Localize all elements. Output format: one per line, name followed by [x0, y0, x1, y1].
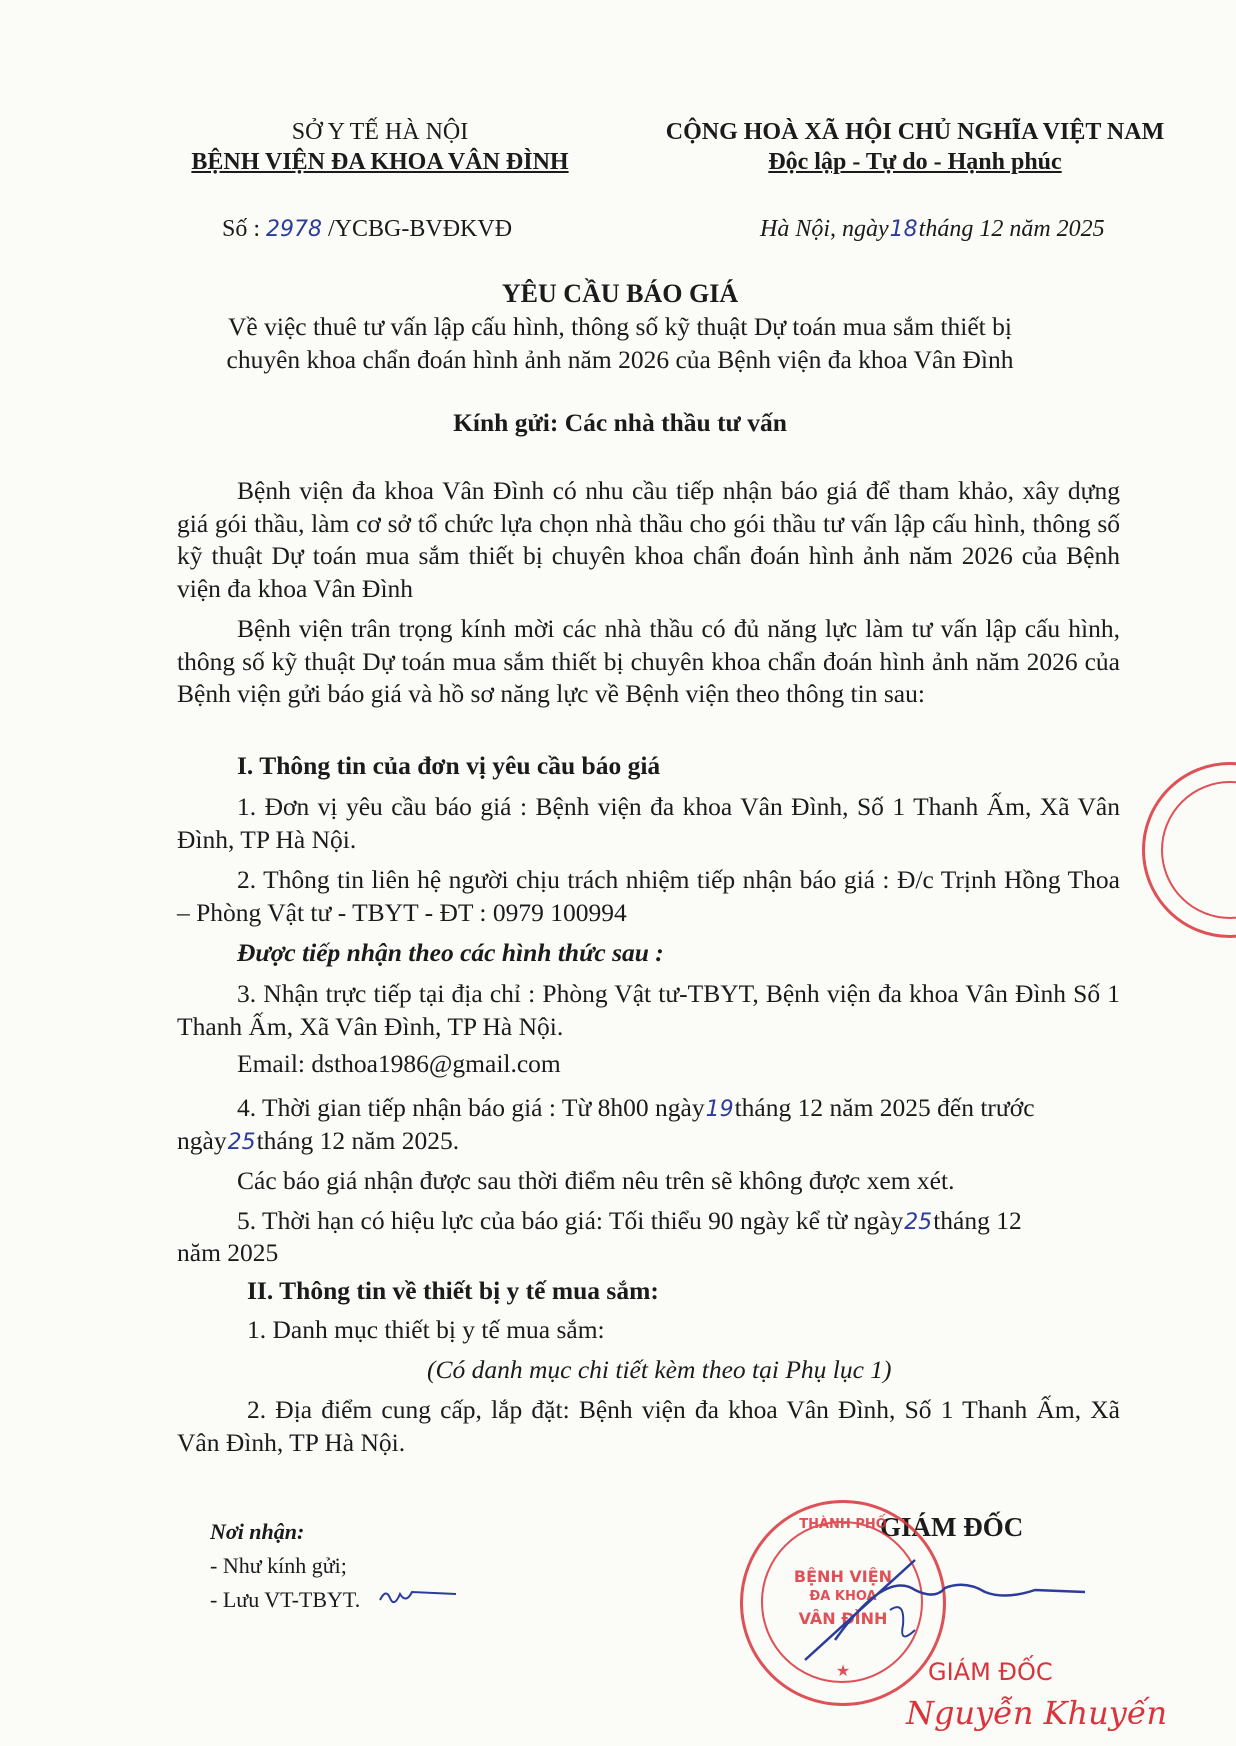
- header-left: [150, 117, 610, 177]
- handwritten-number: 2978: [266, 217, 323, 242]
- recipients-title: Nơi nhận:: [210, 1519, 305, 1544]
- recipient-1: - Như kính gửi;: [210, 1553, 347, 1578]
- handwritten-day: 18: [889, 217, 918, 242]
- doc-subject-2: chuyên khoa chẩn đoán hình ảnh năm 2026 của Bệnh viện đa khoa Vân Đình: [226, 344, 1014, 374]
- item-5-line1: 5. Thời hạn có hiệu lực của báo giá: Tối thiểu 90 ngày kể từ ngày25tháng 12: [237, 1205, 1120, 1240]
- doc-subject-1: Về việc thuê tư vấn lập cấu hình, thông số kỹ thuật Dự toán mua sắm thiết bị: [228, 312, 1012, 341]
- ministry-name: SỞ Y TẾ HÀ NỘI: [291, 119, 469, 145]
- greeting: Kính gửi: Các nhà thầu tư vấn: [453, 408, 787, 437]
- section-2-item-1: 1. Danh mục thiết bị y tế mua sắm:: [247, 1315, 605, 1344]
- handwritten-start-day: 19: [705, 1097, 734, 1122]
- official-stamp: THÀNH PHỐ BỆNH VIỆN ĐA KHOA VÂN ĐÌNH ★: [740, 1500, 946, 1706]
- item-5-line2: năm 2025: [177, 1238, 279, 1267]
- email-line: Email: dsthoa1986@gmail.com: [237, 1049, 561, 1078]
- stamp-star-icon: ★: [835, 1661, 851, 1680]
- item-2: 2. Thông tin liên hệ người chịu trách nhiệm tiếp nhận báo giá : Đ/c Trịnh Hồng Thoa – Phòng Vật tư - TBYT - ĐT : 0979 100994: [177, 865, 1120, 927]
- late-notice: Các báo giá nhận được sau thời điểm nêu trên sẽ không được xem xét.: [237, 1166, 955, 1195]
- signer-title-stamp: GIÁM ĐỐC: [928, 1658, 1053, 1686]
- signer-title: GIÁM ĐỐC: [880, 1512, 1024, 1542]
- doc-title: YÊU CẦU BÁO GIÁ: [501, 279, 739, 308]
- page-edge-stamp: [1142, 762, 1236, 938]
- hospital-name: BỆNH VIỆN ĐA KHOA VÂN ĐÌNH: [191, 149, 569, 175]
- item-4-line1: 4. Thời gian tiếp nhận báo giá : Từ 8h00 ngày19tháng 12 năm 2025 đến trước: [237, 1092, 1035, 1127]
- handwritten-end-day: 25: [227, 1130, 256, 1155]
- section-2-item-2: 2. Địa điểm cung cấp, lắp đặt: Bệnh viện đa khoa Vân Đình, Số 1 Thanh Ấm, Xã Vân Đình, TP Hà Nội.: [177, 1395, 1120, 1457]
- item-4-line2: ngày25tháng 12 năm 2025.: [177, 1125, 459, 1160]
- document-number: Số : 2978 /YCBG-BVĐKVĐ: [222, 216, 513, 242]
- item-3: 3. Nhận trực tiếp tại địa chỉ : Phòng Vật tư-TBYT, Bệnh viện đa khoa Vân Đình Số 1 Thanh Ấm, Xã Vân Đình, TP Hà Nội.: [177, 979, 1120, 1041]
- document-date: Hà Nội, ngày18tháng 12 năm 2025: [760, 214, 1105, 245]
- initials-mark: [378, 1580, 458, 1610]
- item-1: 1. Đơn vị yêu cầu báo giá : Bệnh viện đa khoa Vân Đình, Số 1 Thanh Ấm, Xã Vân Đình, TP Hà Nội.: [177, 792, 1120, 854]
- recipient-2: - Lưu VT-TBYT.: [210, 1587, 361, 1612]
- title-block: [180, 277, 1060, 376]
- section-1-heading: I. Thông tin của đơn vị yêu cầu báo giá: [237, 751, 661, 780]
- paragraph-invitation: Bệnh viện trân trọng kính mời các nhà thầu có đủ năng lực làm tư vấn lập cấu hình, thông số kỹ thuật Dự toán mua sắm thiết bị chuyên khoa chẩn đoán hình ảnh năm 2026 của Bệnh viện gửi báo giá và hồ sơ năng lực về Bệnh viện theo thông tin sau:: [177, 614, 1120, 708]
- section-2-heading: II. Thông tin về thiết bị y tế mua sắm:: [247, 1276, 659, 1305]
- header-right: [650, 117, 1180, 177]
- receiving-methods: Được tiếp nhận theo các hình thức sau :: [237, 938, 664, 967]
- national-title: CỘNG HOÀ XÃ HỘI CHỦ NGHĨA VIỆT NAM: [665, 119, 1165, 145]
- appendix-note: (Có danh mục chi tiết kèm theo tại Phụ lục 1): [427, 1355, 892, 1384]
- recipients-block: [210, 1515, 360, 1617]
- signature-mark: [795, 1530, 1095, 1670]
- paragraph-intro: Bệnh viện đa khoa Vân Đình có nhu cầu tiếp nhận báo giá để tham khảo, xây dựng giá gói thầu, làm cơ sở tổ chức lựa chọn nhà thầu cho gói thầu tư vấn lập cấu hình, thông số kỹ thuật Dự toán mua sắm thiết bị chuyên khoa chẩn đoán hình ảnh năm 2026 của Bệnh viện đa khoa Vân Đình: [177, 476, 1120, 603]
- handwritten-validity-day: 25: [904, 1210, 933, 1235]
- national-motto: Độc lập - Tự do - Hạnh phúc: [768, 149, 1062, 175]
- signer-name: Nguyễn Khuyến: [906, 1694, 1168, 1732]
